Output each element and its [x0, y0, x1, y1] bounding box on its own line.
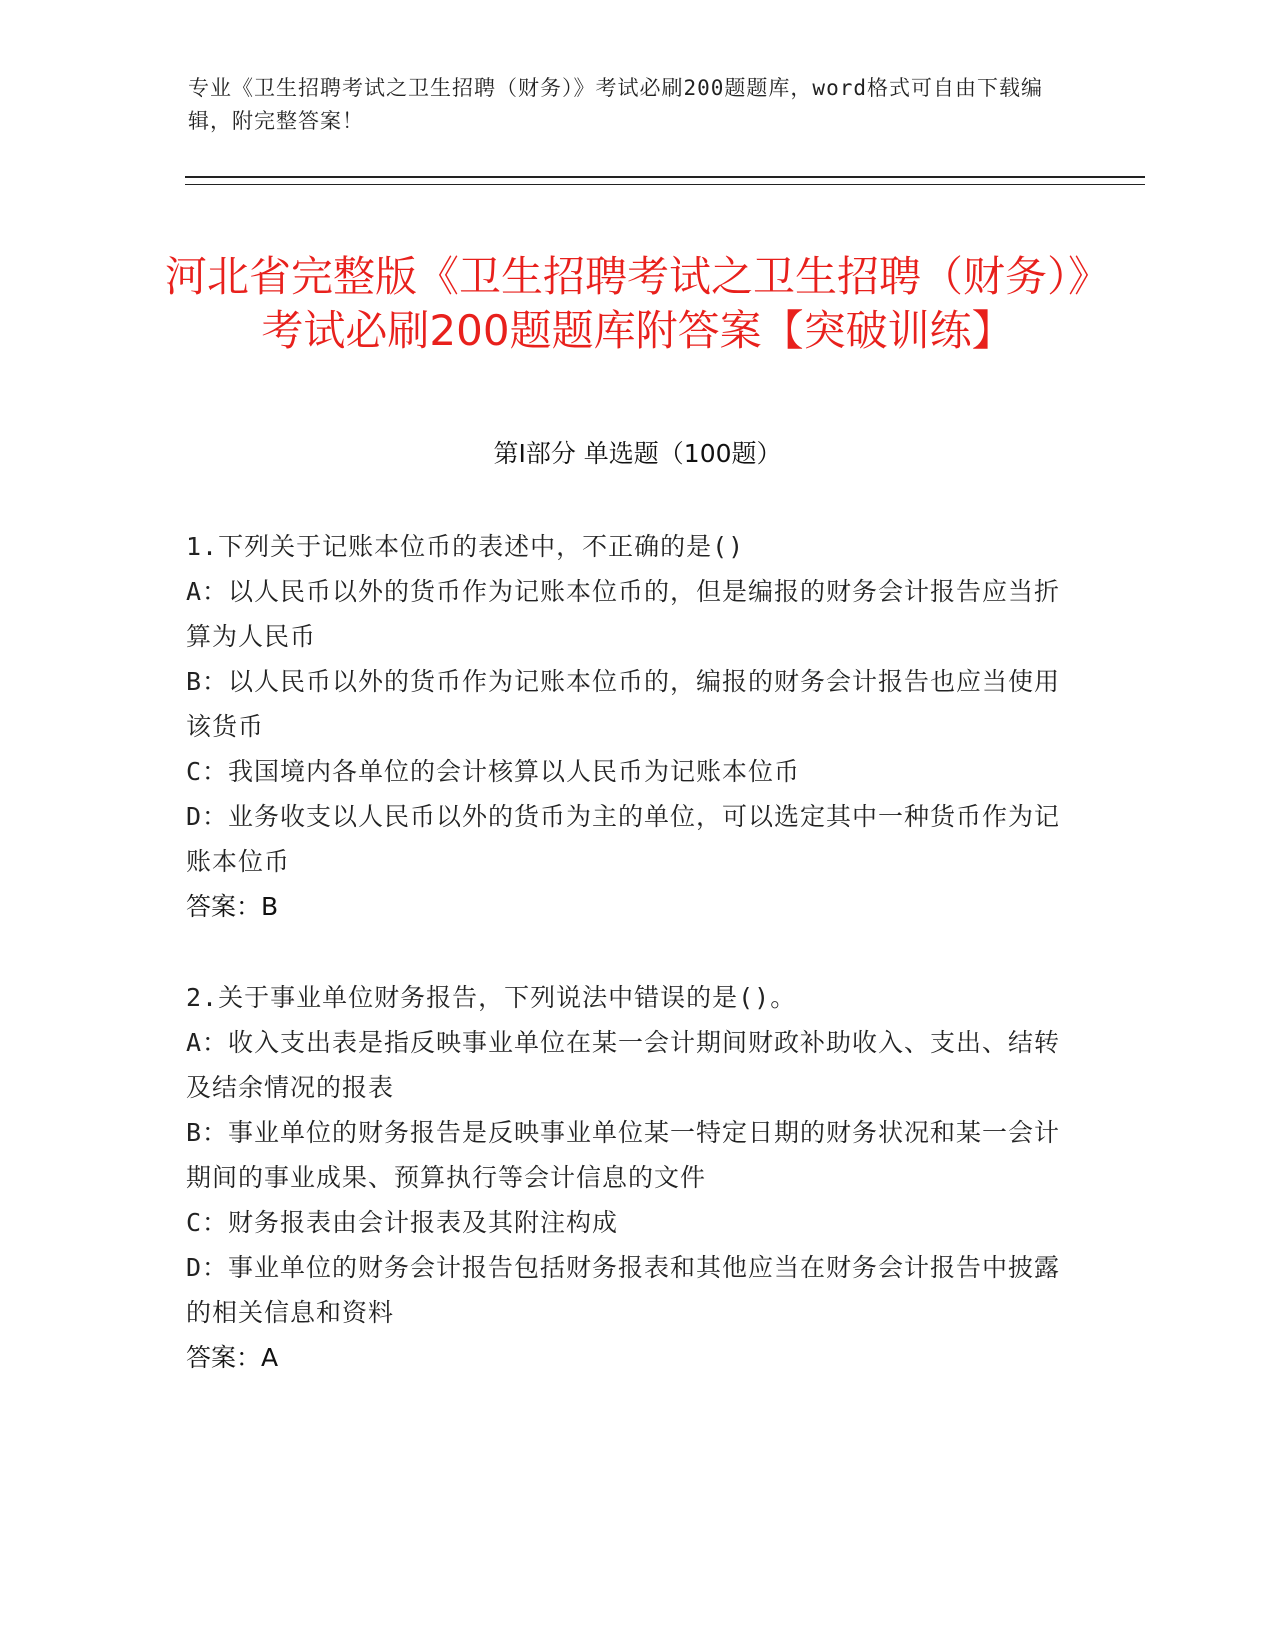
- question-list: [186, 524, 1076, 1380]
- option-b: B：以人民币以外的货币作为记账本位币的，编报的财务会计报告也应当使用该货币: [186, 667, 1061, 741]
- option-c: C：财务报表由会计报表及其附注构成: [186, 1208, 619, 1237]
- answer: 答案：B: [186, 892, 279, 921]
- question-2: [186, 975, 1076, 1380]
- option-a: A：以人民币以外的货币作为记账本位币的，但是编报的财务会计报告应当折算为人民币: [186, 577, 1061, 651]
- document-title: 河北省完整版《卫生招聘考试之卫生招聘（财务）》考试必刷200题题库附答案【突破训练】: [164, 252, 1110, 356]
- option-c: C：我国境内各单位的会计核算以人民币为记账本位币: [186, 757, 801, 786]
- option-a: A：收入支出表是指反映事业单位在某一会计期间财政补助收入、支出、结转及结余情况的报表: [186, 1028, 1061, 1102]
- header-note: 专业《卫生招聘考试之卫生招聘（财务）》考试必刷200题题库，word格式可自由下载编辑，附完整答案！: [188, 76, 1043, 133]
- question-1: [186, 524, 1076, 929]
- option-b: B：事业单位的财务报告是反映事业单位某一特定日期的财务状况和某一会计期间的事业成果、预算执行等会计信息的文件: [186, 1118, 1061, 1192]
- question-stem: 1.下列关于记账本位币的表述中，不正确的是(): [186, 532, 745, 561]
- header-divider: [185, 176, 1145, 185]
- option-d: D：业务收支以人民币以外的货币为主的单位，可以选定其中一种货币作为记账本位币: [186, 802, 1061, 876]
- option-d: D：事业单位的财务会计报告包括财务报表和其他应当在财务会计报告中披露的相关信息和资料: [186, 1253, 1061, 1327]
- answer: 答案：A: [186, 1343, 279, 1372]
- section-title: 第Ⅰ部分 单选题（100题）: [493, 439, 782, 468]
- question-stem: 2.关于事业单位财务报告，下列说法中错误的是()。: [186, 983, 797, 1012]
